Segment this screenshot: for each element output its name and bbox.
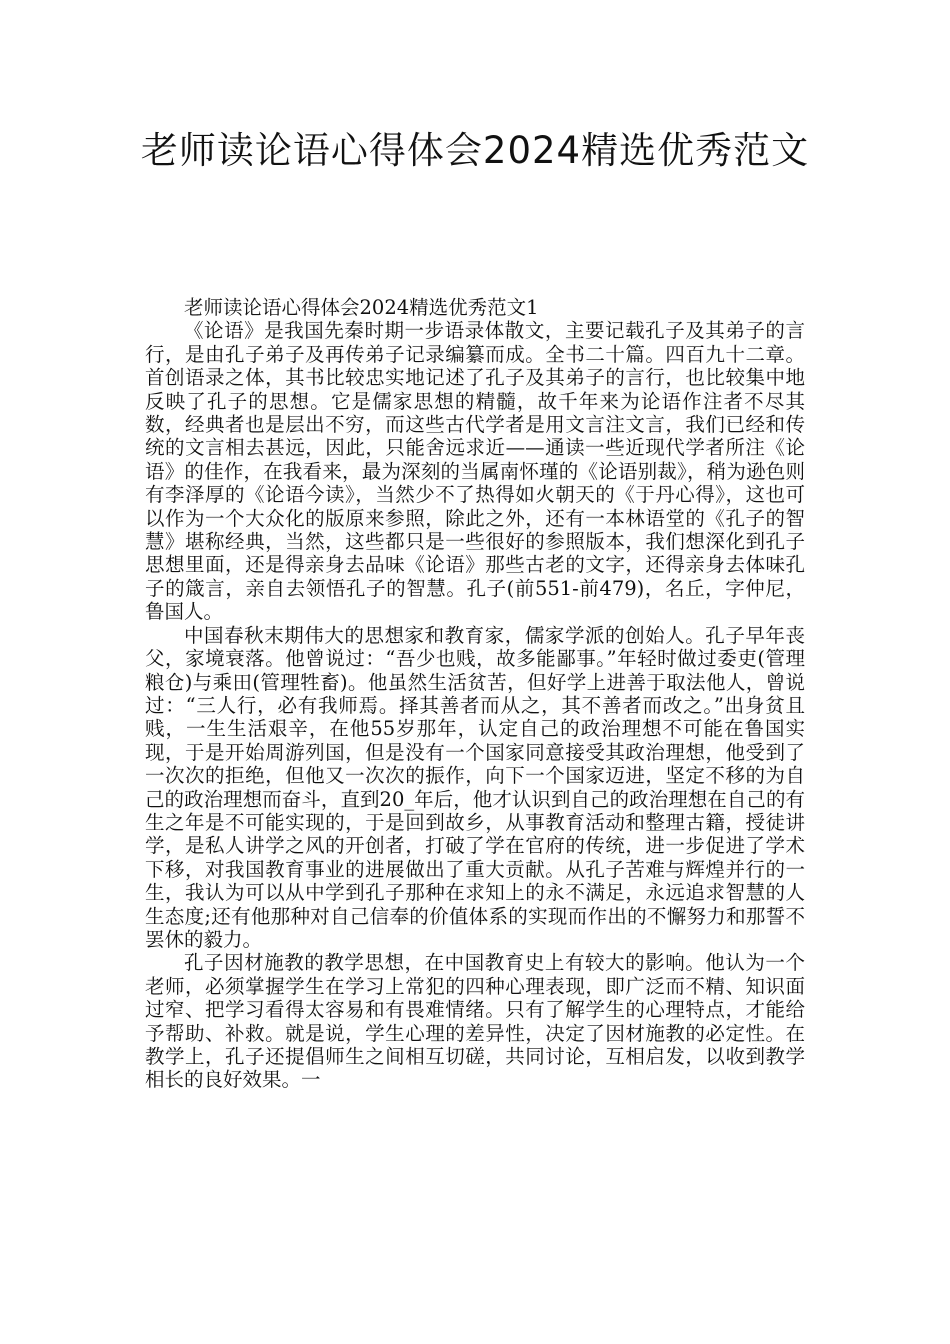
paragraph-3: 孔子因材施教的教学思想，在中国教育史上有较大的影响。他认为一个老师，必须掌握学生在学习上常犯的四种心理表现，即广泛而不精、知识面过窄、把学习看得太容易和有畏难情绪。只有了解学生的心理特点，才能给予帮助、补救。就是说，学生心理的差异性，决定了因材施教的必定性。在教学上，孔子还提倡师生之间相互切磋，共同讨论，互相启发，以收到教学相长的良好效果。一 bbox=[145, 951, 805, 1092]
document-body bbox=[145, 296, 805, 1092]
paragraph-2: 中国春秋末期伟大的思想家和教育家，儒家学派的创始人。孔子早年丧父，家境衰落。他曾说过：“吾少也贱，故多能鄙事。”年轻时做过委吏(管理粮仓)与乘田(管理牲畜)。他虽然生活贫苦，但好学上进善于取法他人，曾说过：“三人行，必有我师焉。择其善者而从之，其不善者而改之。”出身贫且贱，一生生活艰辛，在他55岁那年，认定自己的政治理想不可能在鲁国实现，于是开始周游列国，但是没有一个国家同意接受其政治理想，他受到了一次次的拒绝，但他又一次次的振作，向下一个国家迈进，坚定不移的为自己的政治理想而奋斗，直到20_年后，他才认识到自己的政治理想在自己的有生之年是不可能实现的，于是回到故乡，从事教育活动和整理古籍，授徒讲学，是私人讲学之风的开创者，打破了学在官府的传统，进一步促进了学术下移，对我国教育事业的进展做出了重大贡献。从孔子苦难与辉煌并行的一生，我认为可以从中学到孔子那种在求知上的永不满足，永远追求智慧的人生态度;还有他那种对自己信奉的价值体系的实现而作出的不懈努力和那誓不罢休的毅力。 bbox=[145, 623, 805, 951]
section-subheading: 老师读论语心得体会2024精选优秀范文1 bbox=[184, 296, 539, 319]
document-title: 老师读论语心得体会2024精选优秀范文 bbox=[140, 129, 810, 172]
paragraph-1: 《论语》是我国先秦时期一步语录体散文，主要记载孔子及其弟子的言行，是由孔子弟子及再传弟子记录编纂而成。全书二十篇。四百九十二章。首创语录之体，其书比较忠实地记述了孔子及其弟子的言行，也比较集中地反映了孔子的思想。它是儒家思想的精髓，故千年来为论语作注者不尽其数，经典者也是层出不穷，而这些古代学者是用文言注文言，我们已经和传统的文言相去甚远，因此，只能舍远求近——通读一些近现代学者所注《论语》的佳作，在我看来，最为深刻的当属南怀瑾的《论语别裁》，稍为逊色则有李泽厚的《论语今读》，当然少不了热得如火朝天的《于丹心得》，这也可以作为一个大众化的版原来参照，除此之外，还有一本林语堂的《孔子的智慧》堪称经典，当然，这些都只是一些很好的参照版本，我们想深化到孔子思想里面，还是得亲身去品味《论语》那些古老的文字，还得亲身去体味孔子的箴言，亲自去领悟孔子的智慧。孔子(前551-前479)，名丘，字仲尼，鲁国人。 bbox=[145, 319, 805, 624]
